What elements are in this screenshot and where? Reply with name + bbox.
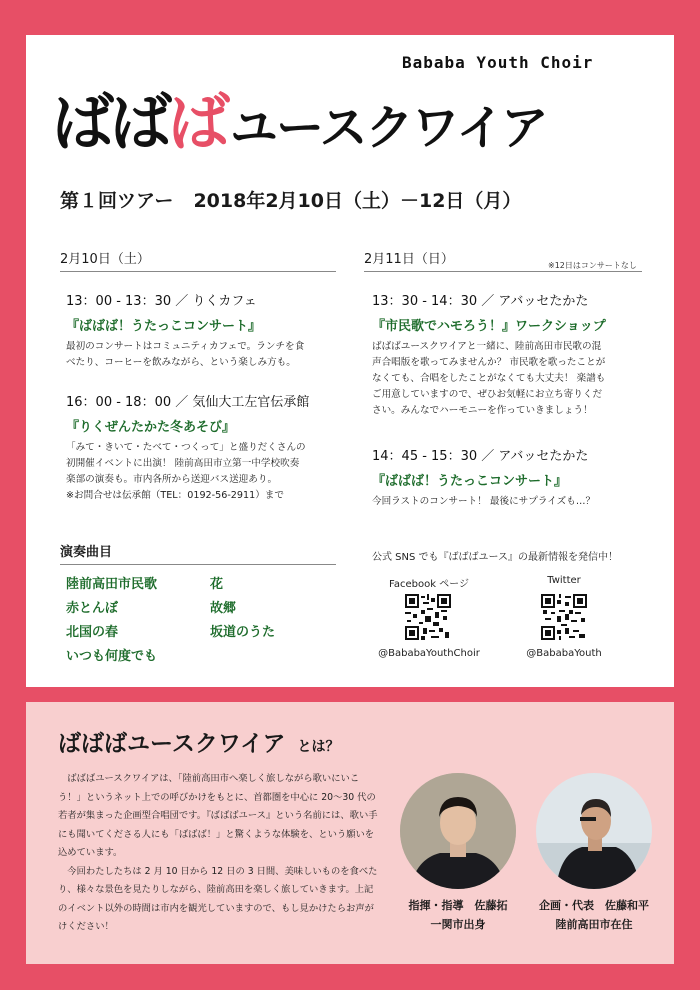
desc-line: なくても、合唱をしたことがなくても大丈夫！ 楽譜も	[372, 373, 606, 384]
day2-event1-title: 『市民歌でハモろう！』ワークショップ	[372, 319, 606, 334]
facebook-handle[interactable]: @BababaYouthChoir	[378, 648, 480, 659]
day1-event2-desc	[66, 440, 341, 504]
desc-line: 最初のコンサートはコミュニティカフェで。ランチを食	[66, 341, 305, 352]
twitter-handle[interactable]: @BababaYouth	[526, 648, 602, 659]
director-origin: 陸前高田市在住	[555, 918, 633, 931]
desc-line: 「みて・きいて・たべて・つくって」と盛りだくさんの	[66, 442, 306, 453]
day1-heading: 2月10日（土）	[60, 248, 336, 272]
logo-katakana: ユースクワイア	[230, 100, 547, 156]
tour-label: 第１回ツアー	[60, 190, 174, 212]
about-title-main: ばばばユースクワイア	[58, 731, 286, 757]
day2-event2-time: 14：45 - 15：30 ／ アバッセたかた	[372, 449, 589, 464]
twitter-qr-icon[interactable]	[541, 594, 587, 640]
tour-range: 2018年2月10日（土）－12日（月）	[193, 190, 522, 212]
day2-event1-time: 13：30 - 14：30 ／ アバッセたかた	[372, 294, 589, 309]
logo	[52, 88, 652, 158]
desc-line: 初開催イベントに出演！ 陸前高田市立第一中学校吹奏	[66, 458, 300, 469]
song-item: いつも何度でも	[66, 649, 158, 664]
twitter-label: Twitter	[547, 575, 581, 586]
desc-line: べたり、コーヒーを飲みながら、という楽しみ方も。	[66, 357, 296, 368]
day2-event2-desc	[372, 494, 647, 510]
desc-line: さい。みんなでハーモニーを作っていきましょう！	[372, 405, 593, 416]
day1-event1-time: 13：00 - 13：30 ／ りくカフェ	[66, 294, 257, 309]
logo-english: Bababa Youth Choir	[402, 53, 594, 72]
facebook-label: Facebook ページ	[389, 579, 469, 590]
logo-char-3: ば	[168, 86, 227, 159]
facebook-qr-icon[interactable]	[405, 594, 451, 640]
desc-line: ご用意していますので、ぜひお気軽にお立ち寄りくだ	[372, 389, 603, 400]
logo-char-1: ば	[52, 86, 111, 159]
about-title	[58, 725, 339, 758]
day1-event2-time: 16：00 - 18：00 ／ 気仙大工左官伝承館	[66, 395, 310, 410]
song-item: 赤とんぼ	[66, 601, 119, 616]
director-photo	[536, 773, 652, 889]
day1-event2-title: 『りくぜんたかた冬あそび』	[66, 420, 236, 435]
desc-line: 声合唱版を歌ってみませんか？ 市民歌を歌ったことが	[372, 357, 606, 368]
day2-heading: 2月11日（日）	[364, 248, 642, 272]
day1-event1-title: 『ばばば！うたっこコンサート』	[66, 319, 262, 334]
day1-event1-desc	[66, 339, 341, 371]
about-paragraph: ばばばユースクワイアは、「陸前高田市へ楽しく旅しながら歌いにいこう！」というネット上での呼びかけをもとに、首都圏を中心に 20〜30 代の若者が集まった企画型合唱団です。『ばばばユース』という名前には、歌い手にも聞いてくださる人にも「ばばば！」と驚くような体験を、という願いを込めています。	[58, 773, 378, 858]
desc-line: ※お問合せは伝承館（TEL：0192-56-2911）まで	[66, 490, 284, 501]
conductor-photo	[400, 773, 516, 889]
song-item: 北国の春	[66, 625, 119, 640]
tour-dates	[60, 186, 660, 213]
songs-heading: 演奏曲目	[60, 541, 336, 565]
about-paragraph: 今回わたしたちは 2 月 10 日から 12 日の 3 日間、美味しいものを食べたり、様々な景色を見たりしながら、陸前高田を楽しく旅していきます。上記のイベント以外の時間は市内を観光していますので、もし見かけたらお声がけください！	[58, 865, 378, 932]
conductor-role: 指揮・指導 佐藤拓	[408, 899, 508, 912]
director-role: 企画・代表 佐藤和平	[539, 899, 649, 912]
day2-event1-desc	[372, 339, 647, 419]
day2-note: ※12日はコンサートなし	[548, 261, 637, 270]
sns-heading: 公式 SNS でも『ばばばユース』の最新情報を発信中！	[372, 552, 619, 563]
logo-char-2: ば	[110, 86, 169, 159]
desc-line: 今回ラストのコンサート！ 最後にサプライズも…？	[372, 496, 596, 507]
desc-line: ばばばユースクワイアと一緒に、陸前高田市民歌の混	[372, 341, 602, 352]
song-item: 花	[210, 577, 224, 592]
song-item: 陸前高田市民歌	[66, 577, 158, 592]
song-item: 坂道のうた	[210, 625, 276, 640]
about-title-sub: とは？	[297, 739, 340, 755]
about-text	[58, 770, 380, 937]
conductor-origin: 一関市出身	[430, 918, 486, 931]
director-caption	[514, 896, 674, 934]
day2-event2-title: 『ばばば！うたっこコンサート』	[372, 474, 568, 489]
desc-line: 楽部の演奏も。市内各所から送迎バス送迎あり。	[66, 474, 278, 485]
song-item: 故郷	[210, 601, 237, 616]
